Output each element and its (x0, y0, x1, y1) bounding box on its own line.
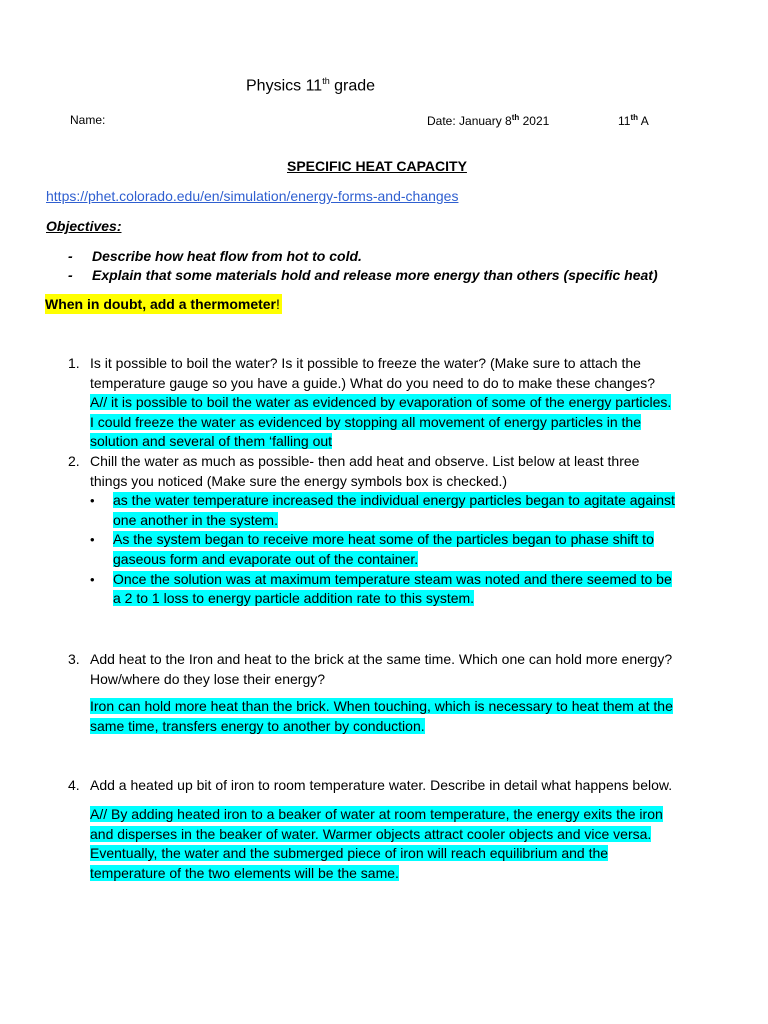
thermometer-tip (45, 294, 282, 314)
answer-line: Once the solution was at maximum temperature steam was noted and there seemed to be (113, 570, 672, 587)
tip-exclamation: ! (276, 296, 280, 312)
answer-line: one another in the system. (113, 511, 278, 528)
objective-text: Describe how heat flow from hot to cold. (92, 248, 362, 264)
answer-line: I could freeze the water as evidenced by stopping all movement of energy particles in the (90, 413, 641, 430)
question-line: Chill the water as much as possible- then add heat and observe. List below at least three (90, 453, 640, 469)
question-number: 4. (68, 777, 80, 793)
question-line: How/where do they lose their energy? (90, 670, 326, 687)
answer-line: solution and several of them ‘falling out (90, 433, 333, 450)
class-label (618, 113, 649, 128)
answer-4 (90, 805, 730, 883)
class-superscript: th (630, 113, 639, 122)
page-title (246, 76, 375, 95)
objective-item (68, 248, 362, 264)
class-section: A (638, 114, 649, 128)
question-line: temperature gauge so you have a guide.) What do you need to do to make these changes? (90, 374, 656, 391)
simulation-link[interactable]: https://phet.colorado.edu/en/simulation/energy-forms-and-changes (46, 188, 459, 204)
question-number: 1. (68, 355, 80, 371)
question-3 (68, 650, 718, 689)
bullet-icon: • (90, 493, 95, 509)
objective-text: Explain that some materials hold and release more energy than others (specific heat) (92, 267, 658, 283)
answer-line: temperature of the two elements will be the same. (90, 864, 399, 881)
answer-line: Iron can hold more heat than the brick. When touching, which is necessary to heat them at the (90, 698, 673, 714)
objective-dash: - (68, 248, 73, 264)
answer-line: and disperses in the beaker of water. Warmer objects attract cooler objects and vice versa. (90, 825, 652, 842)
question-4 (68, 776, 718, 796)
bullet-icon: • (90, 571, 95, 587)
answer-line: same time, transfers energy to another by conduction. (90, 717, 425, 734)
date-superscript: th (511, 113, 520, 122)
question-number: 2. (68, 453, 80, 469)
bullet-icon: • (90, 532, 95, 548)
title-text-end: grade (329, 77, 376, 95)
answer-line: a 2 to 1 loss to energy particle addition rate to this system. (113, 590, 475, 607)
title-text: Physics 11 (246, 77, 323, 95)
title-superscript: th (322, 76, 330, 86)
question-line: Add a heated up bit of iron to room temperature water. Describe in detail what happens below. (90, 777, 673, 793)
objectives-label: Objectives: (46, 218, 122, 234)
answer-3 (90, 697, 730, 736)
section-heading: SPECIFIC HEAT CAPACITY (287, 158, 467, 174)
question-number: 3. (68, 651, 80, 667)
answer-line: Eventually, the water and the submerged piece of iron will reach equilibrium and the (90, 845, 609, 862)
answer-line: A// it is possible to boil the water as evidenced by evaporation of some of the energy particles. (90, 394, 672, 411)
answer-line: As the system began to receive more heat some of the particles began to phase shift to (113, 531, 654, 548)
list-item (90, 570, 718, 609)
answer-line: as the water temperature increased the individual energy particles began to agitate against (113, 492, 675, 509)
class-number: 11 (618, 114, 631, 128)
question-2 (68, 452, 718, 609)
tip-text: When in doubt, add a thermometer (45, 296, 277, 312)
question-line: Is it possible to boil the water? Is it possible to freeze the water? (Make sure to attach the (90, 355, 641, 371)
name-label: Name: (70, 113, 106, 127)
observation-list (90, 491, 718, 609)
question-line: Add heat to the Iron and heat to the brick at the same time. Which one can hold more energy? (90, 651, 673, 667)
date-year: 2021 (519, 114, 550, 128)
question-line: things you noticed (Make sure the energy symbols box is checked.) (90, 472, 508, 489)
date-text: Date: January 8 (427, 114, 512, 128)
list-item (90, 491, 718, 530)
date-label (427, 113, 549, 128)
objective-dash: - (68, 267, 73, 283)
answer-line: A// By adding heated iron to a beaker of water at room temperature, the energy exits the iron (90, 806, 663, 822)
list-item (90, 530, 718, 569)
objective-item (68, 267, 658, 283)
question-1 (68, 354, 718, 452)
answer-line: gaseous form and evaporate out of the container. (113, 550, 419, 567)
